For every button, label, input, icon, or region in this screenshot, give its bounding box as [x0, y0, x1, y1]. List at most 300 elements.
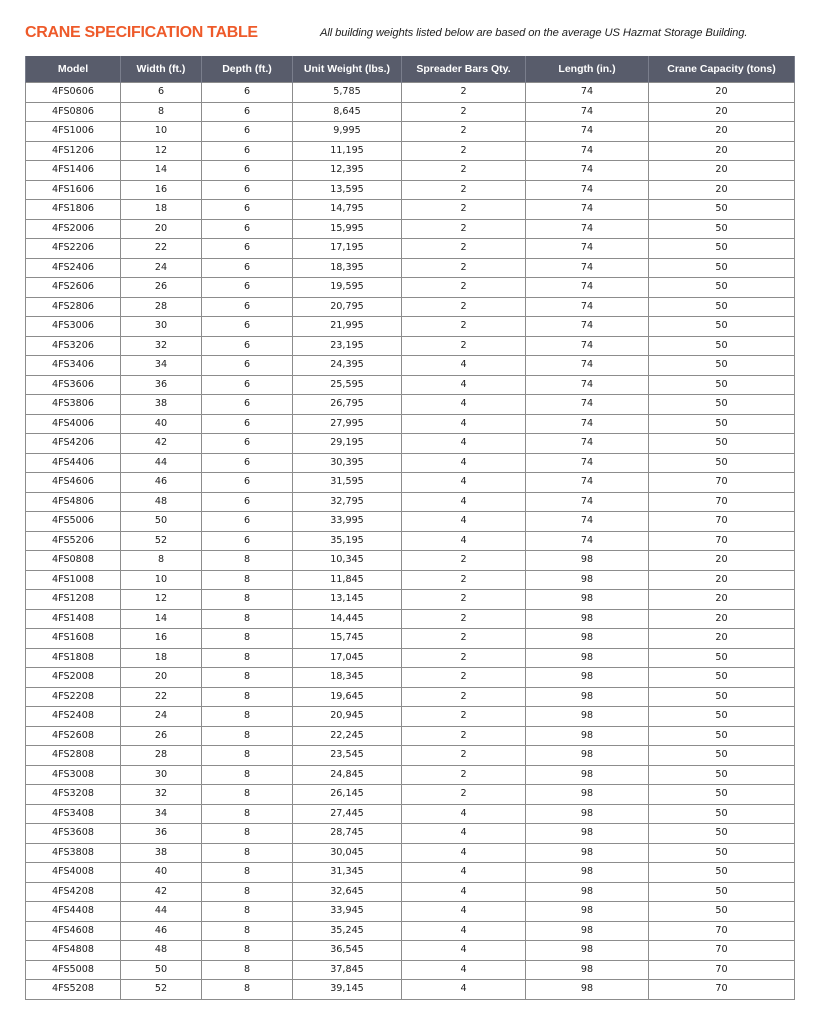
cell-length: 98: [526, 570, 649, 590]
cell-length: 98: [526, 941, 649, 961]
cell-length: 98: [526, 921, 649, 941]
cell-length: 98: [526, 960, 649, 980]
cell-width: 18: [121, 648, 202, 668]
cell-crane-capacity: 50: [649, 375, 795, 395]
table-row: [26, 297, 795, 317]
cell-spreader-bars-qty: 2: [402, 258, 526, 278]
table-row: [26, 356, 795, 376]
cell-spreader-bars-qty: 2: [402, 609, 526, 629]
table-row: [26, 180, 795, 200]
cell-width: 24: [121, 258, 202, 278]
cell-width: 10: [121, 570, 202, 590]
cell-depth: 8: [202, 804, 293, 824]
cell-unit-weight: 22,245: [293, 726, 402, 746]
cell-length: 74: [526, 395, 649, 415]
cell-width: 32: [121, 785, 202, 805]
cell-unit-weight: 14,795: [293, 200, 402, 220]
cell-spreader-bars-qty: 2: [402, 161, 526, 181]
cell-spreader-bars-qty: 2: [402, 180, 526, 200]
cell-model: 4FS4406: [26, 453, 121, 473]
cell-length: 74: [526, 336, 649, 356]
cell-spreader-bars-qty: 2: [402, 297, 526, 317]
cell-crane-capacity: 50: [649, 317, 795, 337]
cell-depth: 8: [202, 668, 293, 688]
table-row: [26, 570, 795, 590]
cell-spreader-bars-qty: 4: [402, 395, 526, 415]
cell-model: 4FS2206: [26, 239, 121, 259]
cell-spreader-bars-qty: 2: [402, 726, 526, 746]
cell-crane-capacity: 20: [649, 102, 795, 122]
table-row: [26, 102, 795, 122]
cell-width: 36: [121, 375, 202, 395]
cell-unit-weight: 23,195: [293, 336, 402, 356]
cell-spreader-bars-qty: 2: [402, 219, 526, 239]
cell-model: 4FS1006: [26, 122, 121, 142]
cell-crane-capacity: 50: [649, 882, 795, 902]
cell-unit-weight: 20,795: [293, 297, 402, 317]
cell-model: 4FS0808: [26, 551, 121, 571]
cell-unit-weight: 19,595: [293, 278, 402, 298]
cell-model: 4FS1606: [26, 180, 121, 200]
cell-spreader-bars-qty: 4: [402, 824, 526, 844]
cell-depth: 6: [202, 395, 293, 415]
cell-length: 74: [526, 180, 649, 200]
cell-model: 4FS1008: [26, 570, 121, 590]
table-row: [26, 882, 795, 902]
cell-unit-weight: 24,395: [293, 356, 402, 376]
cell-crane-capacity: 70: [649, 531, 795, 551]
cell-unit-weight: 12,395: [293, 161, 402, 181]
table-row: [26, 375, 795, 395]
cell-model: 4FS1406: [26, 161, 121, 181]
table-row: [26, 473, 795, 493]
cell-spreader-bars-qty: 4: [402, 375, 526, 395]
cell-unit-weight: 35,195: [293, 531, 402, 551]
cell-unit-weight: 21,995: [293, 317, 402, 337]
cell-unit-weight: 11,195: [293, 141, 402, 161]
cell-width: 16: [121, 180, 202, 200]
table-row: [26, 161, 795, 181]
cell-unit-weight: 35,245: [293, 921, 402, 941]
cell-spreader-bars-qty: 2: [402, 278, 526, 298]
cell-spreader-bars-qty: 4: [402, 473, 526, 493]
cell-length: 98: [526, 648, 649, 668]
cell-length: 74: [526, 102, 649, 122]
cell-model: 4FS5208: [26, 980, 121, 1000]
cell-model: 4FS2406: [26, 258, 121, 278]
cell-width: 20: [121, 668, 202, 688]
cell-crane-capacity: 50: [649, 414, 795, 434]
cell-length: 74: [526, 356, 649, 376]
table-row: [26, 629, 795, 649]
column-header-model: Model: [26, 56, 121, 83]
cell-crane-capacity: 50: [649, 687, 795, 707]
cell-unit-weight: 11,845: [293, 570, 402, 590]
cell-crane-capacity: 70: [649, 473, 795, 493]
cell-depth: 6: [202, 161, 293, 181]
table-row: [26, 453, 795, 473]
cell-depth: 8: [202, 882, 293, 902]
cell-width: 14: [121, 161, 202, 181]
cell-unit-weight: 37,845: [293, 960, 402, 980]
cell-depth: 8: [202, 921, 293, 941]
cell-spreader-bars-qty: 2: [402, 765, 526, 785]
cell-unit-weight: 13,145: [293, 590, 402, 610]
cell-spreader-bars-qty: 2: [402, 648, 526, 668]
cell-spreader-bars-qty: 2: [402, 668, 526, 688]
cell-crane-capacity: 50: [649, 668, 795, 688]
cell-unit-weight: 31,595: [293, 473, 402, 493]
cell-crane-capacity: 50: [649, 356, 795, 376]
cell-spreader-bars-qty: 2: [402, 83, 526, 103]
cell-model: 4FS3606: [26, 375, 121, 395]
table-row: [26, 960, 795, 980]
cell-model: 4FS5206: [26, 531, 121, 551]
cell-crane-capacity: 20: [649, 629, 795, 649]
cell-width: 38: [121, 395, 202, 415]
cell-unit-weight: 18,345: [293, 668, 402, 688]
cell-width: 42: [121, 882, 202, 902]
cell-crane-capacity: 50: [649, 395, 795, 415]
table-row: [26, 512, 795, 532]
cell-crane-capacity: 50: [649, 258, 795, 278]
table-row: [26, 83, 795, 103]
cell-spreader-bars-qty: 4: [402, 843, 526, 863]
cell-model: 4FS4606: [26, 473, 121, 493]
table-row: [26, 414, 795, 434]
cell-unit-weight: 19,645: [293, 687, 402, 707]
cell-unit-weight: 26,145: [293, 785, 402, 805]
cell-spreader-bars-qty: 2: [402, 707, 526, 727]
table-row: [26, 141, 795, 161]
crane-spec-table: [25, 56, 795, 1000]
cell-spreader-bars-qty: 4: [402, 531, 526, 551]
table-row: [26, 336, 795, 356]
cell-length: 74: [526, 278, 649, 298]
cell-depth: 6: [202, 453, 293, 473]
table-row: [26, 746, 795, 766]
page-subtitle: All building weights listed below are based on the average US Hazmat Storage Building.: [320, 27, 748, 39]
cell-length: 98: [526, 824, 649, 844]
cell-spreader-bars-qty: 2: [402, 629, 526, 649]
cell-width: 14: [121, 609, 202, 629]
cell-length: 98: [526, 882, 649, 902]
cell-length: 98: [526, 746, 649, 766]
cell-width: 18: [121, 200, 202, 220]
table-row: [26, 726, 795, 746]
header-row: [26, 56, 795, 83]
cell-length: 98: [526, 707, 649, 727]
table-row: [26, 668, 795, 688]
cell-spreader-bars-qty: 4: [402, 414, 526, 434]
cell-spreader-bars-qty: 2: [402, 122, 526, 142]
cell-spreader-bars-qty: 4: [402, 356, 526, 376]
table-row: [26, 648, 795, 668]
cell-unit-weight: 17,045: [293, 648, 402, 668]
cell-length: 74: [526, 200, 649, 220]
table-row: [26, 434, 795, 454]
cell-crane-capacity: 50: [649, 434, 795, 454]
cell-crane-capacity: 20: [649, 161, 795, 181]
cell-length: 74: [526, 258, 649, 278]
table-row: [26, 239, 795, 259]
cell-length: 74: [526, 122, 649, 142]
cell-length: 74: [526, 141, 649, 161]
cell-model: 4FS3208: [26, 785, 121, 805]
cell-depth: 6: [202, 317, 293, 337]
cell-length: 98: [526, 843, 649, 863]
cell-unit-weight: 30,395: [293, 453, 402, 473]
cell-unit-weight: 26,795: [293, 395, 402, 415]
cell-spreader-bars-qty: 2: [402, 336, 526, 356]
cell-unit-weight: 31,345: [293, 863, 402, 883]
cell-crane-capacity: 50: [649, 648, 795, 668]
cell-spreader-bars-qty: 4: [402, 921, 526, 941]
cell-depth: 8: [202, 648, 293, 668]
table-row: [26, 590, 795, 610]
cell-crane-capacity: 50: [649, 707, 795, 727]
cell-unit-weight: 29,195: [293, 434, 402, 454]
cell-length: 74: [526, 434, 649, 454]
cell-model: 4FS2608: [26, 726, 121, 746]
cell-depth: 8: [202, 609, 293, 629]
cell-model: 4FS2806: [26, 297, 121, 317]
cell-length: 74: [526, 453, 649, 473]
cell-width: 6: [121, 83, 202, 103]
cell-crane-capacity: 50: [649, 843, 795, 863]
table-row: [26, 980, 795, 1000]
table-row: [26, 941, 795, 961]
table-row: [26, 804, 795, 824]
table-row: [26, 902, 795, 922]
cell-spreader-bars-qty: 2: [402, 141, 526, 161]
cell-length: 74: [526, 531, 649, 551]
cell-depth: 8: [202, 707, 293, 727]
table-row: [26, 824, 795, 844]
cell-width: 12: [121, 590, 202, 610]
cell-width: 34: [121, 356, 202, 376]
cell-width: 26: [121, 726, 202, 746]
cell-depth: 8: [202, 570, 293, 590]
cell-spreader-bars-qty: 4: [402, 863, 526, 883]
cell-spreader-bars-qty: 4: [402, 902, 526, 922]
cell-unit-weight: 13,595: [293, 180, 402, 200]
cell-width: 24: [121, 707, 202, 727]
cell-width: 26: [121, 278, 202, 298]
cell-model: 4FS1208: [26, 590, 121, 610]
cell-spreader-bars-qty: 2: [402, 317, 526, 337]
cell-spreader-bars-qty: 2: [402, 687, 526, 707]
cell-unit-weight: 32,645: [293, 882, 402, 902]
cell-length: 98: [526, 668, 649, 688]
cell-depth: 8: [202, 902, 293, 922]
cell-unit-weight: 5,785: [293, 83, 402, 103]
cell-width: 38: [121, 843, 202, 863]
cell-unit-weight: 9,995: [293, 122, 402, 142]
page-header: [25, 22, 795, 48]
cell-crane-capacity: 50: [649, 219, 795, 239]
cell-length: 74: [526, 297, 649, 317]
cell-model: 4FS4408: [26, 902, 121, 922]
cell-depth: 6: [202, 375, 293, 395]
table-row: [26, 609, 795, 629]
cell-crane-capacity: 20: [649, 551, 795, 571]
cell-spreader-bars-qty: 4: [402, 804, 526, 824]
cell-depth: 6: [202, 258, 293, 278]
table-row: [26, 200, 795, 220]
cell-depth: 8: [202, 551, 293, 571]
cell-length: 98: [526, 590, 649, 610]
cell-spreader-bars-qty: 4: [402, 960, 526, 980]
cell-model: 4FS4808: [26, 941, 121, 961]
cell-depth: 8: [202, 960, 293, 980]
cell-spreader-bars-qty: 2: [402, 570, 526, 590]
cell-crane-capacity: 70: [649, 492, 795, 512]
cell-crane-capacity: 70: [649, 980, 795, 1000]
cell-depth: 6: [202, 531, 293, 551]
cell-depth: 8: [202, 863, 293, 883]
table-row: [26, 317, 795, 337]
cell-length: 74: [526, 239, 649, 259]
cell-width: 40: [121, 414, 202, 434]
cell-depth: 8: [202, 687, 293, 707]
cell-width: 28: [121, 297, 202, 317]
cell-depth: 6: [202, 219, 293, 239]
cell-width: 46: [121, 473, 202, 493]
cell-width: 52: [121, 980, 202, 1000]
cell-depth: 8: [202, 941, 293, 961]
cell-depth: 6: [202, 239, 293, 259]
cell-depth: 6: [202, 180, 293, 200]
cell-width: 8: [121, 102, 202, 122]
cell-length: 98: [526, 804, 649, 824]
cell-unit-weight: 36,545: [293, 941, 402, 961]
cell-model: 4FS1608: [26, 629, 121, 649]
cell-crane-capacity: 50: [649, 804, 795, 824]
cell-width: 22: [121, 687, 202, 707]
cell-length: 98: [526, 726, 649, 746]
table-row: [26, 863, 795, 883]
cell-depth: 6: [202, 492, 293, 512]
cell-unit-weight: 25,595: [293, 375, 402, 395]
cell-length: 98: [526, 687, 649, 707]
cell-spreader-bars-qty: 4: [402, 453, 526, 473]
cell-depth: 6: [202, 200, 293, 220]
cell-depth: 6: [202, 83, 293, 103]
cell-depth: 8: [202, 726, 293, 746]
column-header-depth: Depth (ft.): [202, 56, 293, 83]
cell-length: 98: [526, 765, 649, 785]
cell-unit-weight: 33,945: [293, 902, 402, 922]
cell-length: 74: [526, 375, 649, 395]
cell-depth: 6: [202, 414, 293, 434]
cell-depth: 8: [202, 824, 293, 844]
cell-model: 4FS5008: [26, 960, 121, 980]
cell-model: 4FS3406: [26, 356, 121, 376]
cell-unit-weight: 14,445: [293, 609, 402, 629]
table-row: [26, 278, 795, 298]
cell-spreader-bars-qty: 4: [402, 882, 526, 902]
cell-model: 4FS4208: [26, 882, 121, 902]
cell-model: 4FS2408: [26, 707, 121, 727]
cell-spreader-bars-qty: 2: [402, 200, 526, 220]
cell-length: 74: [526, 317, 649, 337]
table-row: [26, 843, 795, 863]
cell-unit-weight: 24,845: [293, 765, 402, 785]
cell-width: 40: [121, 863, 202, 883]
cell-unit-weight: 33,995: [293, 512, 402, 532]
cell-unit-weight: 20,945: [293, 707, 402, 727]
cell-crane-capacity: 20: [649, 609, 795, 629]
table-row: [26, 122, 795, 142]
cell-width: 46: [121, 921, 202, 941]
cell-spreader-bars-qty: 2: [402, 239, 526, 259]
table-row: [26, 687, 795, 707]
cell-model: 4FS3006: [26, 317, 121, 337]
cell-model: 4FS2808: [26, 746, 121, 766]
table-row: [26, 921, 795, 941]
cell-model: 4FS2606: [26, 278, 121, 298]
column-header-width: Width (ft.): [121, 56, 202, 83]
cell-crane-capacity: 50: [649, 765, 795, 785]
cell-length: 74: [526, 161, 649, 181]
cell-width: 48: [121, 941, 202, 961]
cell-spreader-bars-qty: 4: [402, 512, 526, 532]
cell-crane-capacity: 20: [649, 83, 795, 103]
table-row: [26, 258, 795, 278]
cell-spreader-bars-qty: 2: [402, 785, 526, 805]
cell-model: 4FS1806: [26, 200, 121, 220]
cell-depth: 6: [202, 336, 293, 356]
cell-unit-weight: 15,745: [293, 629, 402, 649]
column-header-unit-weight: Unit Weight (lbs.): [293, 56, 402, 83]
cell-depth: 6: [202, 473, 293, 493]
cell-width: 8: [121, 551, 202, 571]
cell-crane-capacity: 50: [649, 239, 795, 259]
cell-depth: 6: [202, 141, 293, 161]
cell-depth: 8: [202, 785, 293, 805]
cell-model: 4FS4006: [26, 414, 121, 434]
cell-depth: 6: [202, 512, 293, 532]
cell-model: 4FS5006: [26, 512, 121, 532]
cell-unit-weight: 15,995: [293, 219, 402, 239]
cell-model: 4FS1808: [26, 648, 121, 668]
cell-crane-capacity: 50: [649, 200, 795, 220]
cell-length: 74: [526, 512, 649, 532]
cell-unit-weight: 23,545: [293, 746, 402, 766]
cell-model: 4FS2006: [26, 219, 121, 239]
cell-spreader-bars-qty: 4: [402, 941, 526, 961]
cell-unit-weight: 28,745: [293, 824, 402, 844]
cell-width: 28: [121, 746, 202, 766]
cell-length: 98: [526, 785, 649, 805]
cell-depth: 8: [202, 980, 293, 1000]
column-header-crane-capacity: Crane Capacity (tons): [649, 56, 795, 83]
cell-depth: 6: [202, 102, 293, 122]
cell-unit-weight: 30,045: [293, 843, 402, 863]
cell-width: 34: [121, 804, 202, 824]
cell-crane-capacity: 50: [649, 453, 795, 473]
cell-depth: 8: [202, 590, 293, 610]
cell-width: 42: [121, 434, 202, 454]
column-header-spreader-bars-qty: Spreader Bars Qty.: [402, 56, 526, 83]
cell-model: 4FS2008: [26, 668, 121, 688]
cell-length: 98: [526, 980, 649, 1000]
cell-spreader-bars-qty: 4: [402, 434, 526, 454]
cell-crane-capacity: 70: [649, 921, 795, 941]
table-header: [26, 56, 795, 83]
cell-model: 4FS3408: [26, 804, 121, 824]
